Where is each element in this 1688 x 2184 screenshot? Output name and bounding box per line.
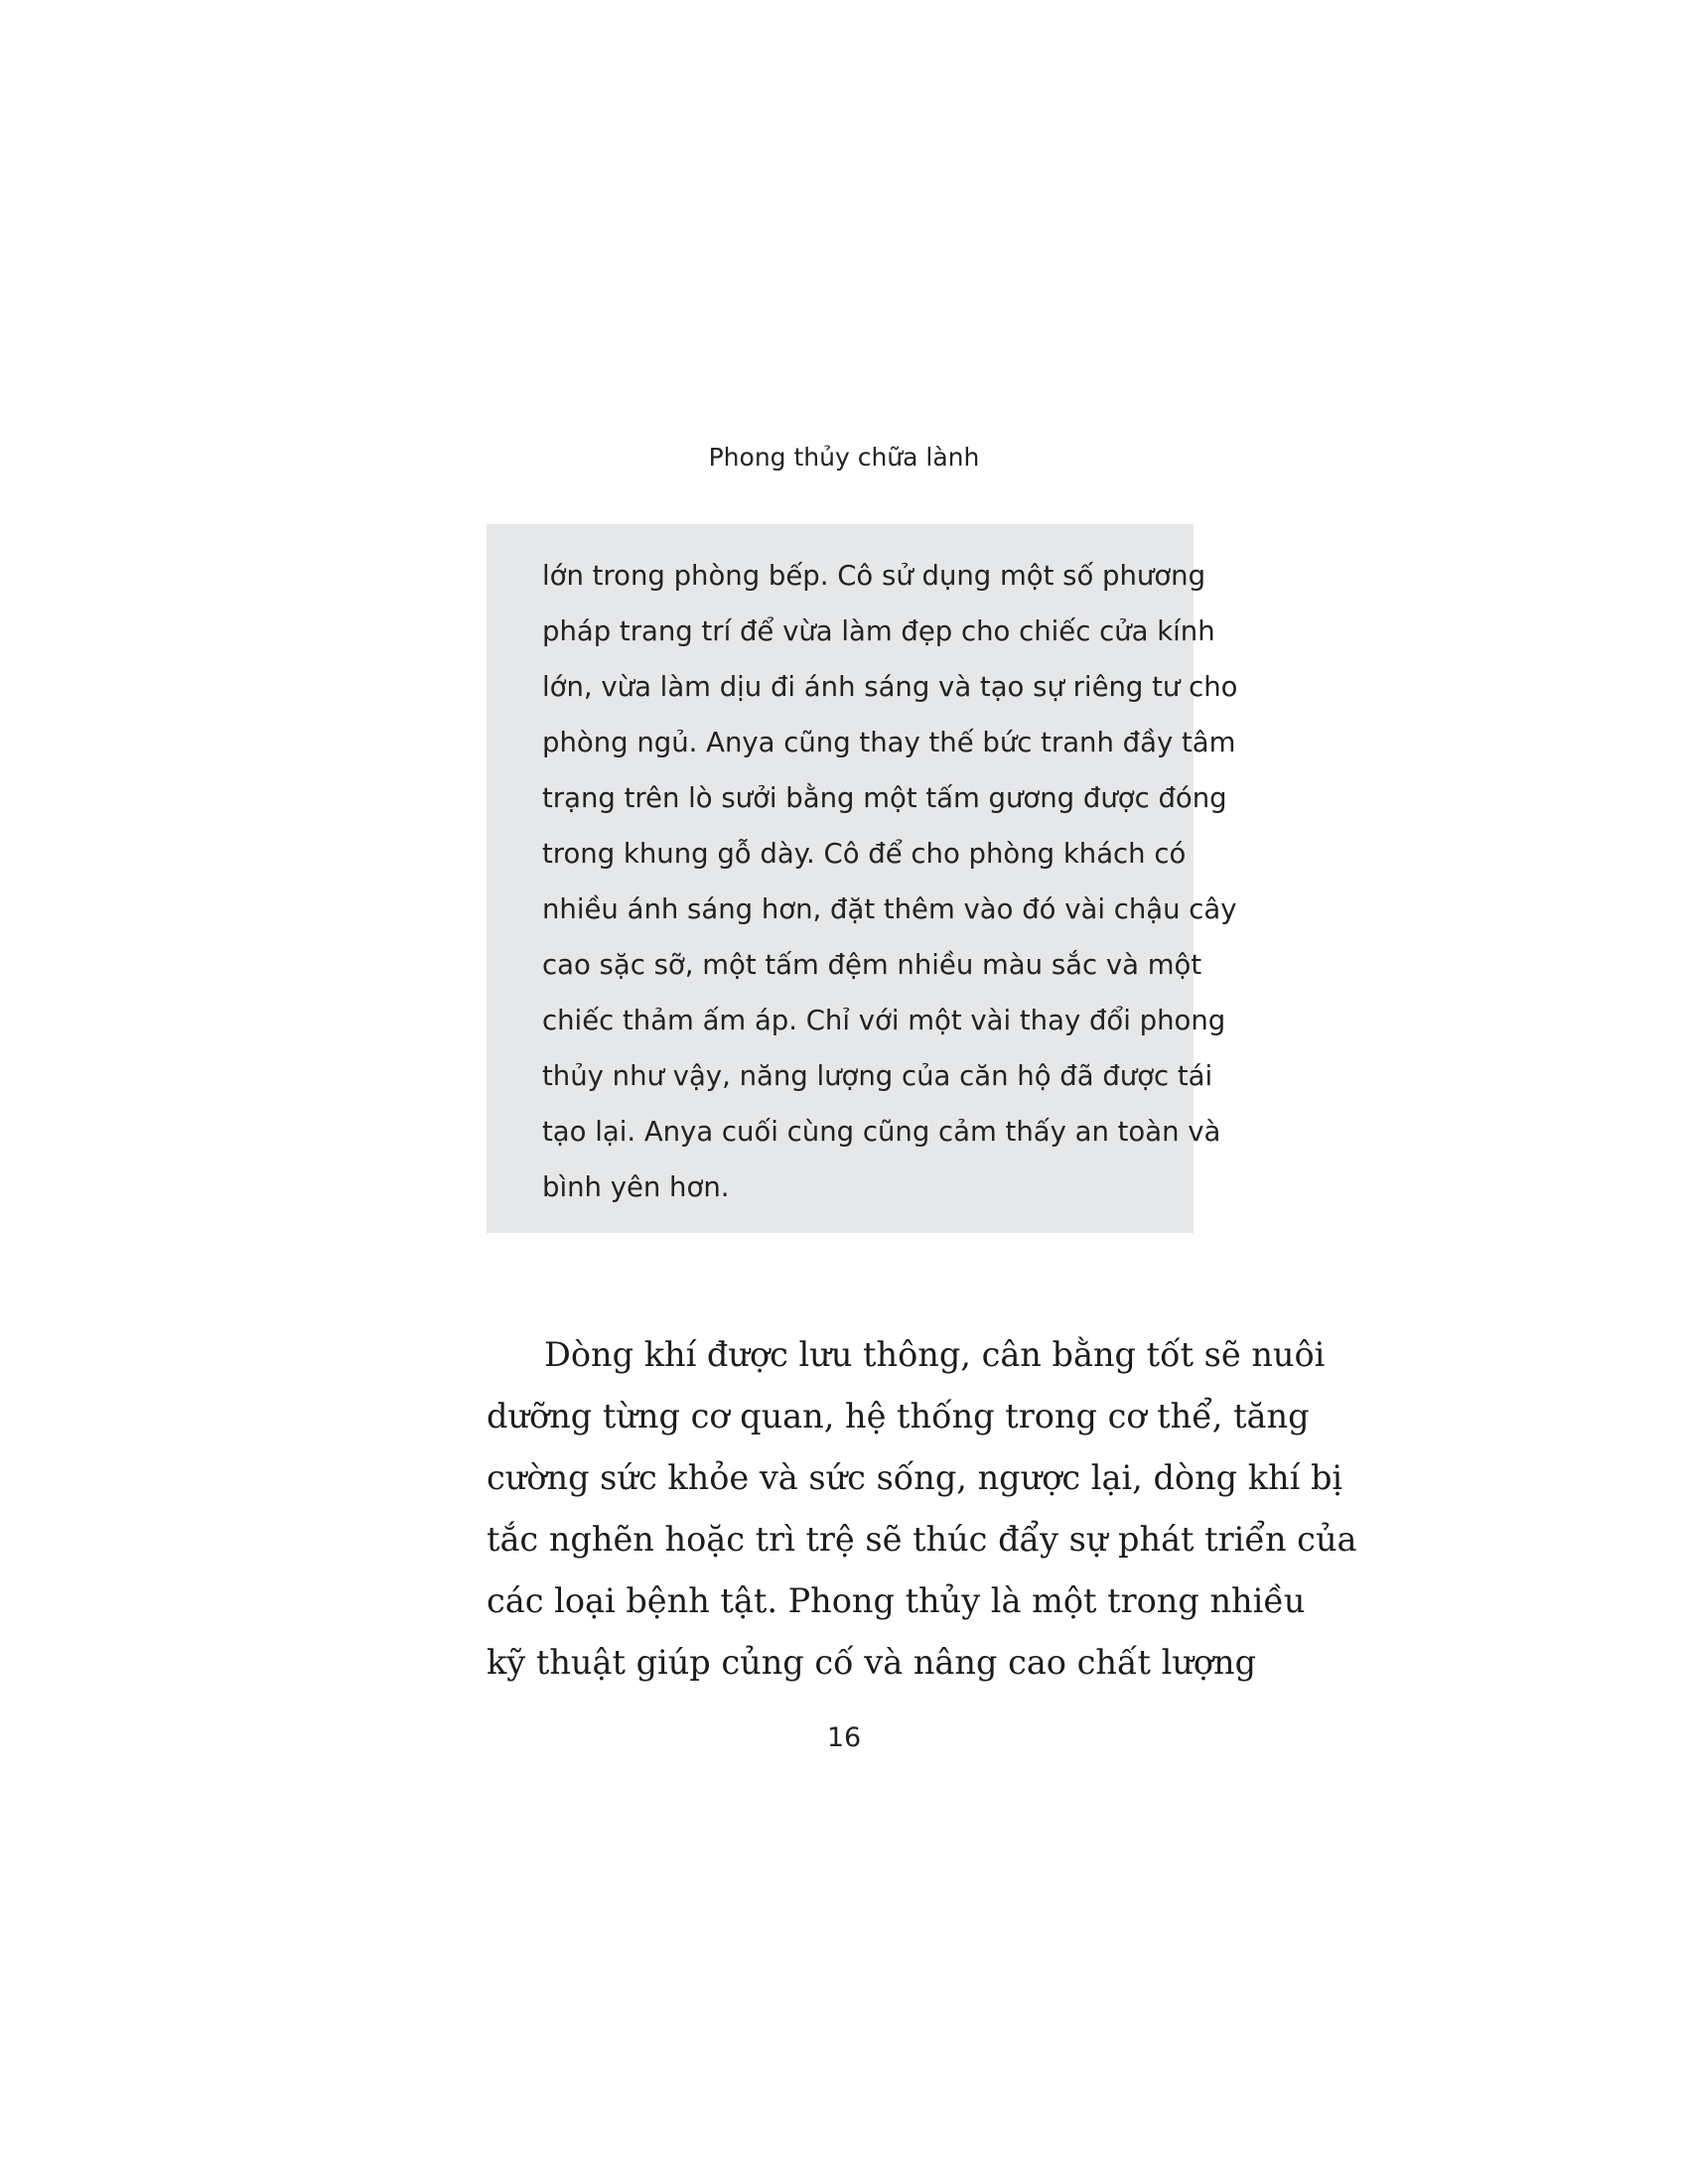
excerpt-line: cao sặc sỡ, một tấm đệm nhiều màu sắc và một bbox=[542, 949, 1202, 981]
body-line: dưỡng từng cơ quan, hệ thống trong cơ thể, tăng bbox=[487, 1397, 1310, 1435]
excerpt-line: trong khung gỗ dày. Cô để cho phòng khách có bbox=[542, 838, 1187, 870]
excerpt-line: pháp trang trí để vừa làm đẹp cho chiếc cửa kính bbox=[542, 615, 1215, 647]
excerpt-line: chiếc thảm ấm áp. Chỉ với một vài thay đổi phong bbox=[542, 1005, 1226, 1036]
excerpt-line: tạo lại. Anya cuối cùng cũng cảm thấy an toàn và bbox=[542, 1116, 1221, 1148]
excerpt-line: lớn, vừa làm dịu đi ánh sáng và tạo sự riêng tư cho bbox=[542, 671, 1238, 703]
excerpt-line: bình yên hơn. bbox=[542, 1171, 730, 1203]
excerpt-line: lớn trong phòng bếp. Cô sử dụng một số phương bbox=[542, 560, 1206, 592]
running-header: Phong thủy chữa lành bbox=[708, 443, 980, 472]
excerpt-line: thủy như vậy, năng lượng của căn hộ đã được tái bbox=[542, 1060, 1213, 1092]
body-line: các loại bệnh tật. Phong thủy là một trong nhiều bbox=[487, 1581, 1306, 1620]
excerpt-line: phòng ngủ. Anya cũng thay thế bức tranh đầy tâm bbox=[542, 727, 1236, 758]
boxed-excerpt bbox=[487, 524, 1238, 1233]
body-line: Dòng khí được lưu thông, cân bằng tốt sẽ nuôi bbox=[544, 1335, 1326, 1374]
body-line: tắc nghẽn hoặc trì trệ sẽ thúc đẩy sự phát triển của bbox=[487, 1520, 1357, 1559]
excerpt-line: nhiều ánh sáng hơn, đặt thêm vào đó vài chậu cây bbox=[542, 893, 1237, 925]
page-number: 16 bbox=[826, 1722, 862, 1753]
body-line: kỹ thuật giúp củng cố và nâng cao chất lượng bbox=[487, 1643, 1257, 1682]
body-line: cường sức khỏe và sức sống, ngược lại, dòng khí bị bbox=[487, 1458, 1343, 1497]
excerpt-line: trạng trên lò sưởi bằng một tấm gương được đóng bbox=[542, 782, 1227, 814]
body-paragraph bbox=[487, 1324, 1357, 1694]
